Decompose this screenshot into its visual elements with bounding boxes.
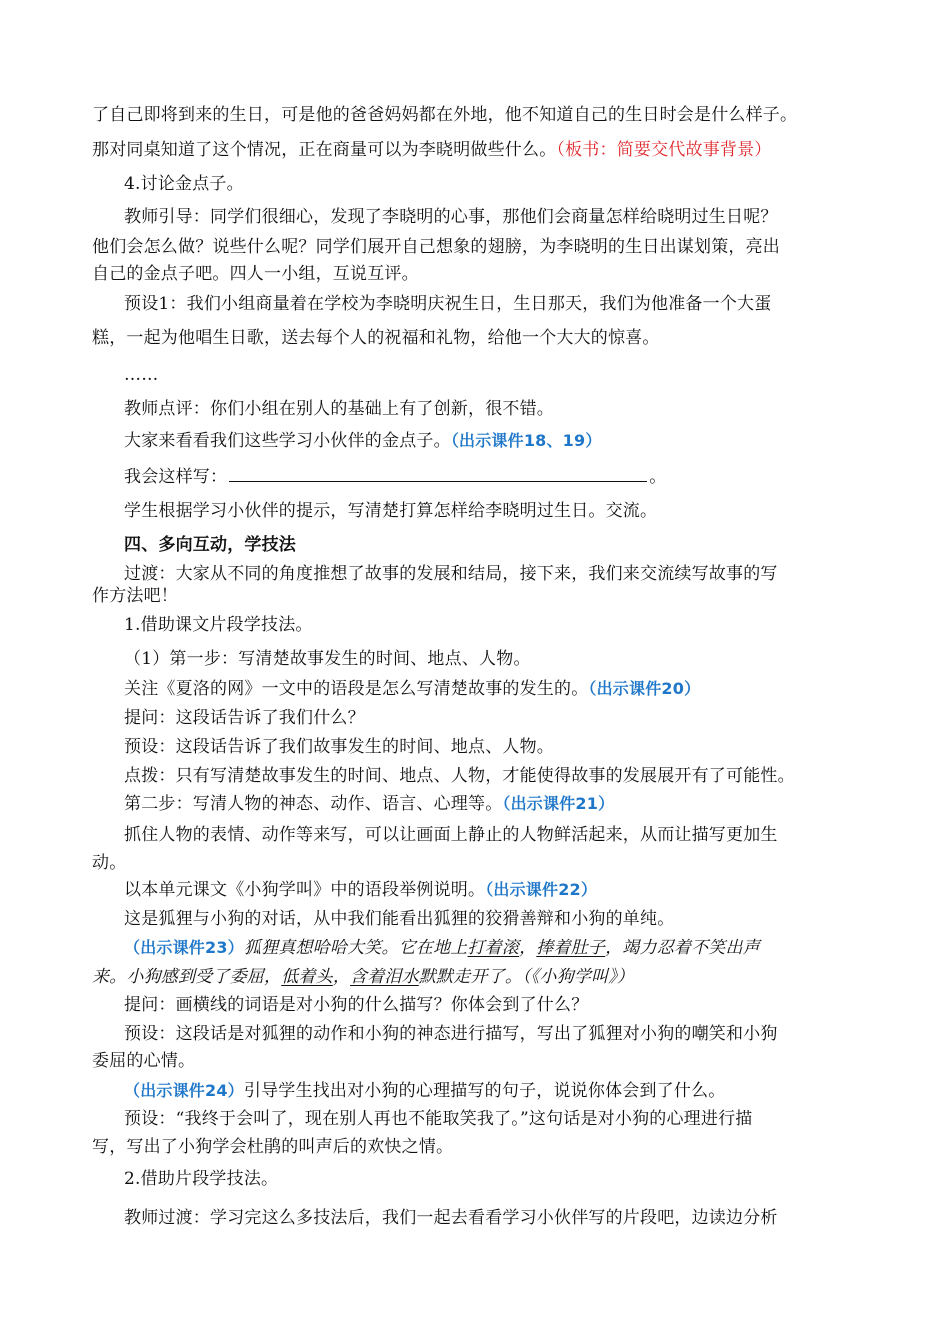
slide-note: （出示课件22）: [485, 880, 598, 899]
text: 引导学生找出对小狗的心理描写的句子，说说你体会到了什么。: [243, 1081, 726, 1101]
paragraph-line: [124, 205, 778, 229]
text: 委屈的心情。: [92, 1051, 196, 1071]
paragraph-line: [92, 138, 772, 162]
text: 我会这样写：: [124, 467, 228, 487]
text: ……: [124, 365, 159, 385]
text: 糕，一起为他唱生日歌，送去每个人的祝福和礼物，给他一个大大的惊喜。: [92, 328, 660, 348]
slide-note: （出示课件23）: [124, 938, 244, 957]
paragraph-line: [124, 562, 778, 586]
text: 那对同桌知道了这个情况，正在商量可以为李晓明做些什么。: [92, 140, 557, 160]
paragraph-line: [124, 1079, 725, 1103]
paragraph-line: [124, 1107, 752, 1131]
quote-line: [124, 936, 760, 960]
text: 学生根据学习小伙伴的提示，写清楚打算怎样给李晓明过生日。交流。: [124, 501, 658, 521]
paragraph-line: [124, 907, 674, 931]
board-note: （板书：简要交代故事背景）: [556, 140, 772, 160]
slide-note: （出示课件20）: [588, 679, 701, 698]
paragraph-line: [124, 878, 597, 902]
quote-text: ，: [332, 967, 351, 987]
text: 提问：这段话告诉了我们什么？: [124, 708, 365, 728]
slide-note: （出示课件24）: [124, 1081, 244, 1100]
text: 预设：这段话告诉了我们故事发生的时间、地点、人物。: [124, 737, 554, 757]
quote-line: [92, 965, 634, 989]
underlined-phrase: 低着头: [281, 967, 333, 987]
section-item: [124, 613, 313, 637]
paragraph-line: [124, 677, 700, 701]
text: 2.借助片段学技法。: [124, 1169, 279, 1189]
text: 提问：画横线的词语是对小狗的什么描写？你体会到了什么？: [124, 995, 589, 1015]
text: 。: [649, 467, 667, 487]
quote-text: 默默走开了。（《小狗学叫》）: [418, 967, 635, 987]
text: 自己的金点子吧。四人一小组，互说互评。: [92, 264, 419, 284]
quote-text: 狐狸真想哈哈大笑。它在地上: [243, 938, 468, 958]
text: （1）第一步：写清楚故事发生的时间、地点、人物。: [124, 649, 531, 669]
section-item: [124, 172, 244, 196]
paragraph-line: [124, 1206, 778, 1230]
text: 4.讨论金点子。: [124, 174, 244, 194]
paragraph-line: [92, 584, 178, 608]
ellipsis-line: [124, 363, 158, 387]
paragraph-line: [124, 792, 614, 816]
paragraph-line: [92, 235, 780, 259]
text: 教师引导：同学们很细心，发现了李晓明的心事，那他们会商量怎样给晓明过生日呢？: [124, 207, 778, 227]
paragraph-line: [124, 993, 588, 1017]
paragraph-line: [92, 1049, 195, 1073]
text: 大家来看看我们这些学习小伙伴的金点子。: [124, 431, 451, 451]
text: 抓住人物的表情、动作等来写，可以让画面上静止的人物鲜活起来，从而让描写更加生: [124, 825, 778, 845]
paragraph-line: [124, 397, 554, 421]
text: 过渡：大家从不同的角度推想了故事的发展和结局，接下来，我们来交流续写故事的写: [124, 564, 778, 584]
underlined-phrase: 打着滚: [467, 938, 520, 958]
text: 点拨：只有写清楚故事发生的时间、地点、人物，才能使得故事的发展展开有了可能性。: [124, 766, 795, 786]
paragraph-line: [124, 429, 602, 453]
text: 了自己即将到来的生日，可是他的爸爸妈妈都在外地，他不知道自己的生日时会是什么样子。: [92, 105, 798, 125]
text: 动。: [92, 853, 127, 873]
text: 这是狐狸与小狗的对话，从中我们能看出狐狸的狡猾善辩和小狗的单纯。: [124, 909, 675, 929]
heading-text: 四、多向互动，学技法: [124, 535, 296, 555]
underlined-phrase: 含着泪水: [350, 967, 419, 987]
section-heading: [124, 533, 296, 557]
paragraph-line: [124, 292, 771, 316]
text: 第二步：写清人物的神态、动作、语言、心理等。: [124, 794, 503, 814]
text: 教师过渡：学习完这么多技法后，我们一起去看看学习小伙伴写的片段吧，边读边分析: [124, 1208, 778, 1228]
text: 作方法吧！: [92, 586, 178, 606]
slide-note: （出示课件18、19）: [450, 431, 602, 450]
text: 教师点评：你们小组在别人的基础上有了创新，很不错。: [124, 399, 554, 419]
paragraph-line: [92, 851, 126, 875]
text: 写，写出了小狗学会杜鹃的叫声后的欢快之情。: [92, 1137, 454, 1157]
blank-underline: [229, 463, 647, 482]
paragraph-line: [92, 326, 660, 350]
paragraph-line: [124, 764, 795, 788]
text: 预设1：我们小组商量着在学校为李晓明庆祝生日，生日那天，我们为他准备一个大蛋: [124, 294, 772, 314]
paragraph-line: [92, 1135, 453, 1159]
quote-text: ，竭力忍着不笑出声: [605, 938, 760, 958]
slide-note: （出示课件21）: [502, 794, 615, 813]
paragraph-line: [124, 499, 657, 523]
text: 预设：“我终于会叫了，现在别人再也不能取笑我了。”这句话是对小狗的心理进行描: [124, 1109, 753, 1129]
text: 关注《夏洛的网》一文中的语段是怎么写清楚故事的发生的。: [124, 679, 589, 699]
text: 1.借助课文片段学技法。: [124, 615, 313, 635]
text: 预设：这段话是对狐狸的动作和小狗的神态进行描写，写出了狐狸对小狗的嘲笑和小狗: [124, 1024, 778, 1044]
paragraph-line: [124, 706, 365, 730]
quote-text: 来。小狗感到受了委屈，: [92, 967, 282, 987]
paragraph-line: [124, 647, 531, 671]
section-item: [124, 1167, 278, 1191]
text: 以本单元课文《小狗学叫》中的语段举例说明。: [124, 880, 486, 900]
paragraph-line: [124, 735, 554, 759]
fill-in-line: [124, 463, 666, 489]
paragraph-line: [124, 1022, 778, 1046]
text: 他们会怎么做？说些什么呢？同学们展开自己想象的翅膀，为李晓明的生日出谋划策，亮出: [92, 237, 780, 257]
paragraph-line: [124, 823, 778, 847]
paragraph-line: [92, 103, 797, 127]
underlined-phrase: 捧着肚子: [536, 938, 606, 958]
paragraph-line: [92, 262, 419, 286]
quote-text: ，: [519, 938, 537, 958]
